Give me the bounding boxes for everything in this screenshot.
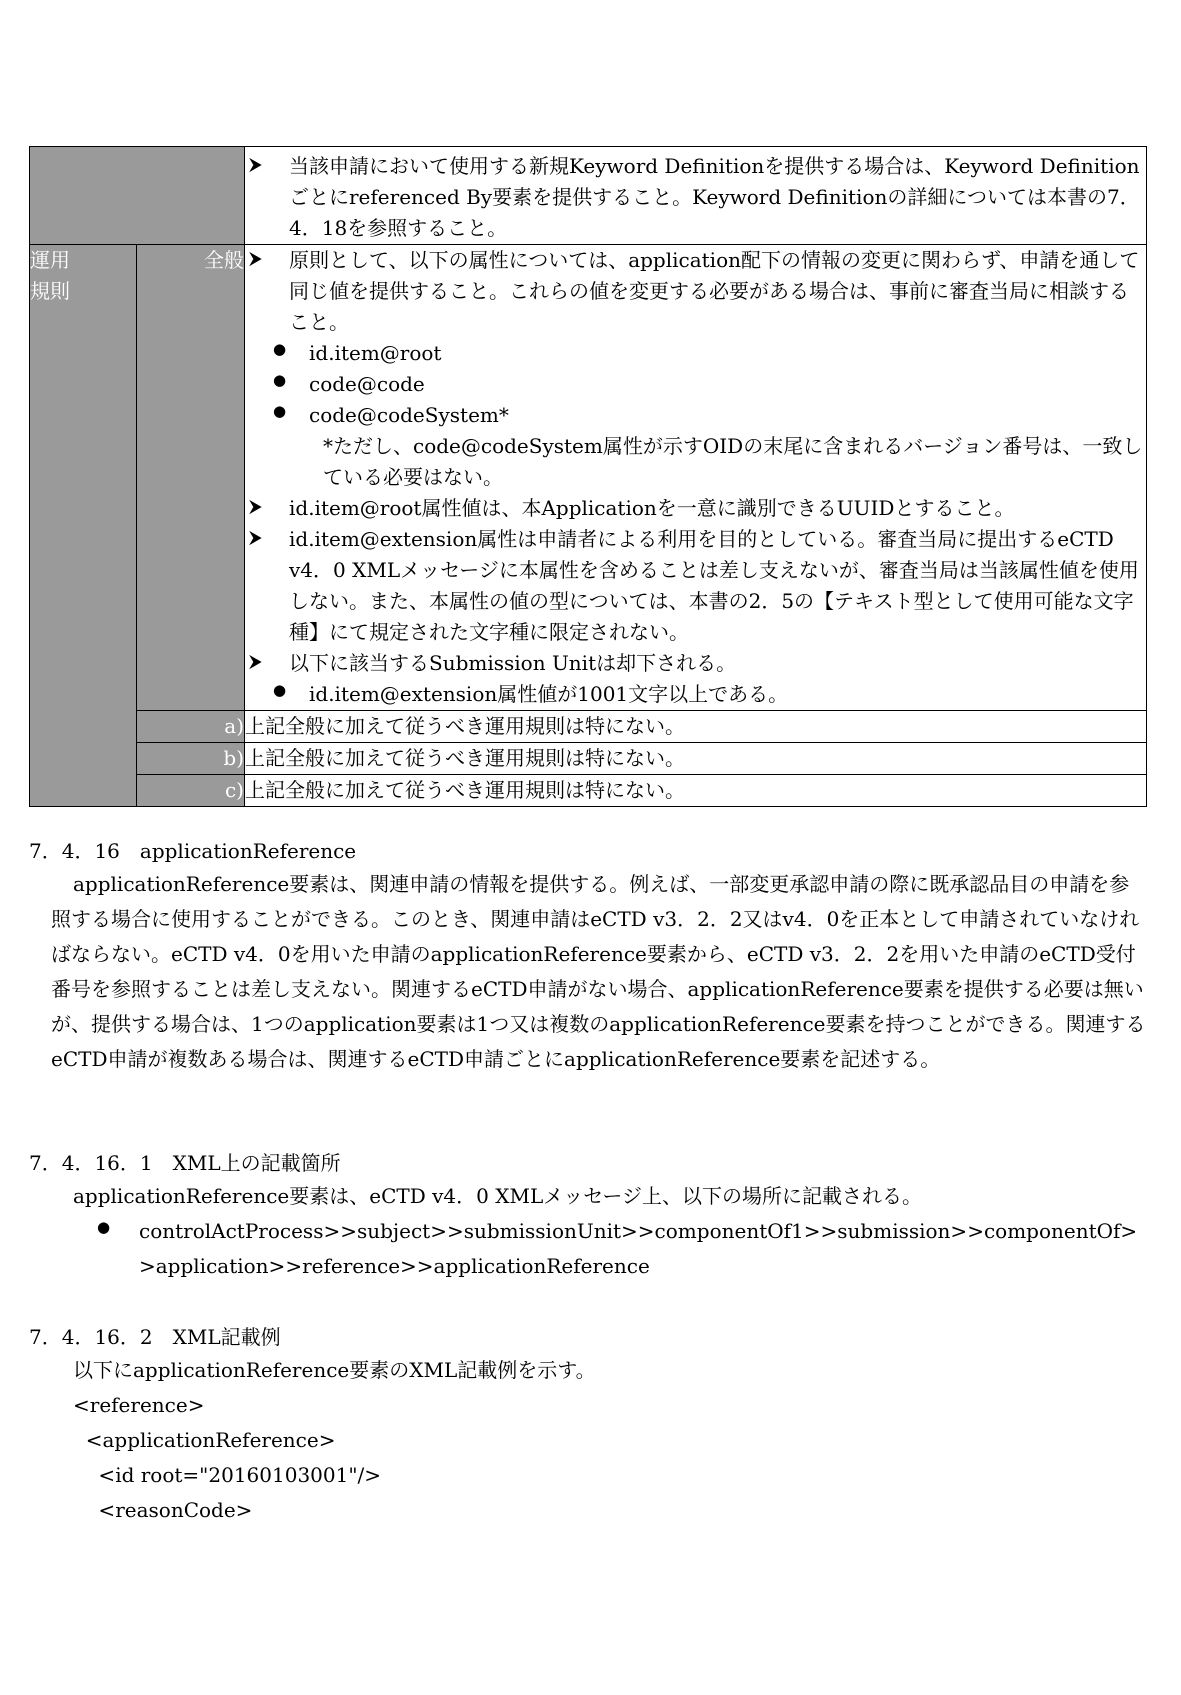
section-heading: 7．4．16 applicationReference <box>29 839 357 863</box>
rules-table <box>29 146 1147 807</box>
section-paragraph: 以下にapplicationReference要素のXML記載例を示す。 <box>73 1358 596 1382</box>
footnote: *ただし、code@codeSystem属性が示すOIDの末尾に含まれるバージョン番号は、一致している必要はない。 <box>323 434 1143 489</box>
list-item: ⮞ id.item@extension属性は申請者による利用を目的としている。審査当局に提出するeCTD v4．0 XMLメッセージに本属性を含めることは差し支えないが、審査当局は当該属性値を使用しない。また、本属性の値の型については、本書の2．5の【テキスト型として使用可能な文字種】にて規定された文字種に限定されない。 <box>245 524 1146 648</box>
table-row-b <box>30 743 1147 775</box>
table-gray-cell <box>30 147 245 245</box>
dot-bullet-icon: ● <box>273 681 287 699</box>
list-item: ● id.item@root <box>273 340 442 365</box>
arrow-bullet-icon: ⮞ <box>249 527 263 548</box>
section-7-4-16 <box>29 836 1149 1077</box>
section-paragraph: applicationReference要素は、関連申請の情報を提供する。例えば、一部変更承認申請の際に既承認品目の申請を参照する場合に使用することができる。このとき、関連申請はeCTD v3．2．2又はv4．0を正本として申請されていなければならない。eCTD v4．0を用いた申請のapplicationReference要素から、eCTD v3．2．2を用いた申請のeCTD受付番号を参照することは差し支えない。関連するeCTD申請がない場合、applicationReference要素を提供する必要は無いが、提供する場合は、1つのapplication要素は1つ又は複数のapplicationReference要素を持つことができる。関連するeCTD申請が複数ある場合は、関連するeCTD申請ごとにapplicationReference要素を記述する。 <box>51 872 1146 1071</box>
section-heading: 7．4．16．1 XML上の記載箇所 <box>29 1151 341 1175</box>
table-row-a <box>30 711 1147 743</box>
arrow-bullet-icon: ⮞ <box>249 248 263 269</box>
list-item: ● code@code <box>273 371 425 396</box>
row-label-a: a) <box>137 711 245 743</box>
list-item <box>29 1214 1149 1284</box>
arrow-bullet-icon: ⮞ <box>249 154 263 175</box>
dot-bullet-icon: ● <box>97 1218 111 1236</box>
table-row-c <box>30 775 1147 807</box>
dot-bullet-icon: ● <box>273 340 287 358</box>
list-item: ⮞ id.item@root属性値は、本Applicationを一意に識別できるUUIDとすること。 <box>245 493 1146 524</box>
dot-bullet-icon: ● <box>273 371 287 389</box>
arrow-bullet-icon: ⮞ <box>249 651 263 672</box>
xml-path: controlActProcess>>subject>>submissionUnit>>componentOf1>>submission>>componentOf>>application>>reference>>applicationReference <box>139 1219 1138 1278</box>
list-item: ⮞ 以下に該当するSubmission Unitは却下される。 <box>245 648 1146 679</box>
table-row-keyword <box>30 147 1147 245</box>
row-label-b: b) <box>137 743 245 775</box>
table-row-general <box>30 245 1147 711</box>
table-text-cell <box>245 147 1147 245</box>
section-7-4-16-1 <box>29 1148 1149 1284</box>
general-label: 全般 <box>137 245 245 711</box>
section-paragraph: applicationReference要素は、eCTD v4．0 XMLメッセージ上、以下の場所に記載される。 <box>73 1184 923 1208</box>
section-heading: 7．4．16．2 XML記載例 <box>29 1325 281 1349</box>
list-item: ⮞ 当該申請において使用する新規Keyword Definitionを提供する場合は、Keyword Definitionごとにreferenced By要素を提供すること。Keyword Definitionの詳細については本書の7．4．18を参照すること。 <box>245 151 1146 244</box>
code-line: <applicationReference> <box>73 1428 336 1452</box>
general-rules-cell <box>245 245 1147 711</box>
row-text-c: 上記全般に加えて従うべき運用規則は特にない。 <box>245 775 1147 807</box>
row-label-c: c) <box>137 775 245 807</box>
code-line: <reasonCode> <box>73 1498 253 1522</box>
arrow-bullet-icon: ⮞ <box>249 496 263 517</box>
section-label: 運用 規則 <box>30 245 137 807</box>
section-7-4-16-2 <box>29 1322 1149 1528</box>
list-item: ● id.item@extension属性値が1001文字以上である。 <box>273 681 789 706</box>
code-line: <reference> <box>73 1393 205 1417</box>
list-item: ⮞ 原則として、以下の属性については、application配下の情報の変更に関わらず、申請を通して同じ値を提供すること。これらの値を変更する必要がある場合は、事前に審査当局に相談すること。 <box>245 245 1146 338</box>
list-item: ● code@codeSystem* <box>273 402 509 427</box>
code-line: <id root="20160103001"/> <box>73 1463 382 1487</box>
dot-bullet-icon: ● <box>273 402 287 420</box>
row-text-a: 上記全般に加えて従うべき運用規則は特にない。 <box>245 711 1147 743</box>
row-text-b: 上記全般に加えて従うべき運用規則は特にない。 <box>245 743 1147 775</box>
